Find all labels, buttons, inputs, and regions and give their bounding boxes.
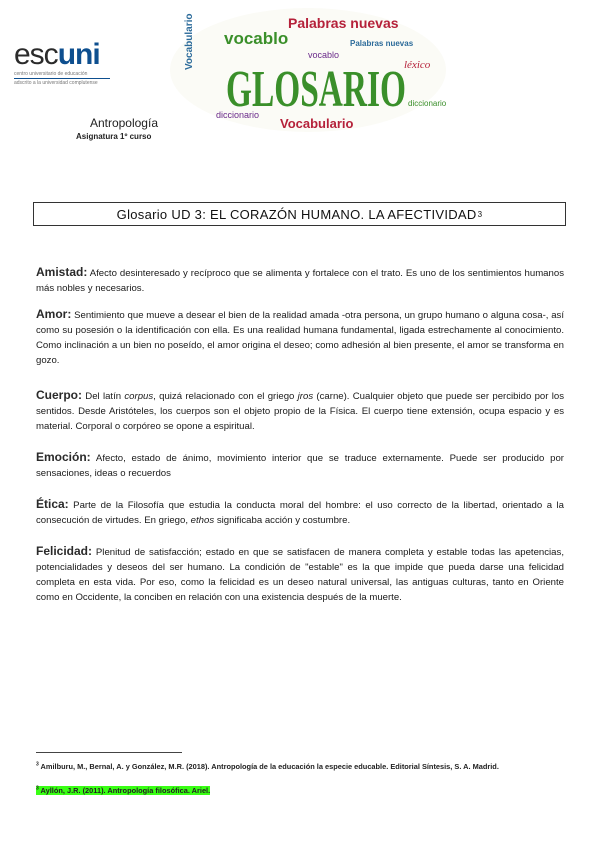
glossary-term: Amor: xyxy=(36,307,72,321)
definition-italic: ethos xyxy=(190,515,215,526)
subject-title: Antropología xyxy=(89,116,158,130)
definition-italic: jros xyxy=(297,391,314,402)
logo-suffix: uni xyxy=(57,38,100,71)
glossary-term: Felicidad: xyxy=(36,544,93,558)
word-cloud-graphic xyxy=(168,6,448,134)
definition-text: (carne). Cualquier objeto que puede ser percibido por los sentidos. Desde Aristóteles, los cuerpos son el objeto propio de la Física. El cuerpo tiene extensión, ocupa espacio y es material. Corporal o corpóreo se opone a espiritual. xyxy=(36,391,564,432)
escuni-logo xyxy=(14,40,124,86)
footnote-mark: 3 xyxy=(36,786,39,792)
glossary-entry xyxy=(36,544,564,605)
footnote-text: Ayllón, J.R. (2011). Antropología filosófica. Ariel. xyxy=(38,786,211,796)
glossary-word-cloud xyxy=(168,6,448,134)
cloud-word-10: diccionario xyxy=(408,99,447,108)
cloud-word-1: Palabras nuevas xyxy=(288,15,399,31)
footnote-text: Amilburu, M., Bernal, A. y González, M.R. (2018). Antropología de la educación la especie educable. Editorial Síntesis, S. A. Madrid. xyxy=(38,762,499,772)
definition-text: Sentimiento que mueve a desear el bien de la realidad amada -otra persona, un grupo humano o alguna cosa-, así como su posesión o la identificación con ella. Es una realidad humana fundamental, ligada estrechamente al conocimiento. Como inclinación a un bien no poseído, el amor origina el deseo; como adhesión al bien presente, el amor se transforma en gozo. xyxy=(36,310,564,366)
cloud-word-5: diccionario xyxy=(216,110,260,120)
definition-text: , quizá relacionado con el griego xyxy=(153,391,298,402)
glossary-title-box xyxy=(33,202,566,226)
logo-tagline-2: adscrito a la universidad complutense xyxy=(14,80,98,86)
footnote-content xyxy=(36,786,210,795)
definition-text: Del latín xyxy=(82,391,125,402)
glossary-term: Cuerpo: xyxy=(36,388,82,402)
footnote-content xyxy=(36,762,499,771)
cloud-word-2: vocablo xyxy=(224,29,289,48)
cloud-word-8: vocablo xyxy=(308,50,340,60)
glossary-title: Glosario UD 3: EL CORAZÓN HUMANO. LA AFECTIVIDAD xyxy=(116,206,477,222)
logo-prefix: esc xyxy=(14,38,58,71)
footnote xyxy=(36,784,556,796)
glossary-entry xyxy=(36,450,564,481)
definition-text: Plenitud de satisfacción; estado en que se satisfacen de manera completa y estable todas las apetencias, potencialidades y deseos del ser humano. La condición de "estable" es la que impide que pueda darse una felicidad completa en esta vida. Por eso, como la felicidad es un deseo natural universal, las antiguas culturas, tanto en Oriente como en Occidente, la conciben en relación con una existencia después de la muerte. xyxy=(36,547,564,603)
definition-italic: corpus xyxy=(124,391,154,402)
cloud-word-7: Vocabulario xyxy=(280,116,354,131)
definition-text: significaba acción y costumbre. xyxy=(214,515,351,526)
definition-text: Parte de la Filosofía que estudia la conducta moral del hombre: el uso correcto de la libertad, orientado a la consecución de virtudes. En griego, xyxy=(36,500,564,526)
subject-block xyxy=(76,116,216,141)
subject-subtitle: Asignatura 1º curso xyxy=(76,132,152,141)
glossary-term: Emoción: xyxy=(36,450,91,464)
definition-text: Afecto desinteresado y recíproco que se alimenta y fortalece con el trato. Es uno de los sentimientos humanos más nobles y necesarios. xyxy=(36,268,564,294)
cloud-word-6: léxico xyxy=(404,59,431,71)
glossary-term: Ética: xyxy=(36,497,69,511)
glossary-entry xyxy=(36,497,564,528)
cloud-word-3: Vocabulario xyxy=(184,13,195,70)
footnote-mark: 3 xyxy=(36,762,39,768)
logo-rule xyxy=(14,78,110,79)
cloud-main-word: GLOSARIO xyxy=(226,61,406,118)
logo-tagline: centro universitario de educación xyxy=(14,71,88,77)
glossary-term: Amistad: xyxy=(36,265,88,279)
footnote xyxy=(36,760,556,772)
glossary-entry xyxy=(36,265,564,296)
glossary-entry xyxy=(36,388,564,434)
glossary-entry xyxy=(36,307,564,368)
title-footnote-mark: 3 xyxy=(477,209,483,219)
footnote-separator xyxy=(36,752,182,753)
cloud-word-9: Palabras nuevas xyxy=(350,39,414,48)
definition-text: Afecto, estado de ánimo, movimiento interior que se traduce externamente. Puede ser producido por sensaciones, ideas o recuerdos xyxy=(36,453,564,479)
